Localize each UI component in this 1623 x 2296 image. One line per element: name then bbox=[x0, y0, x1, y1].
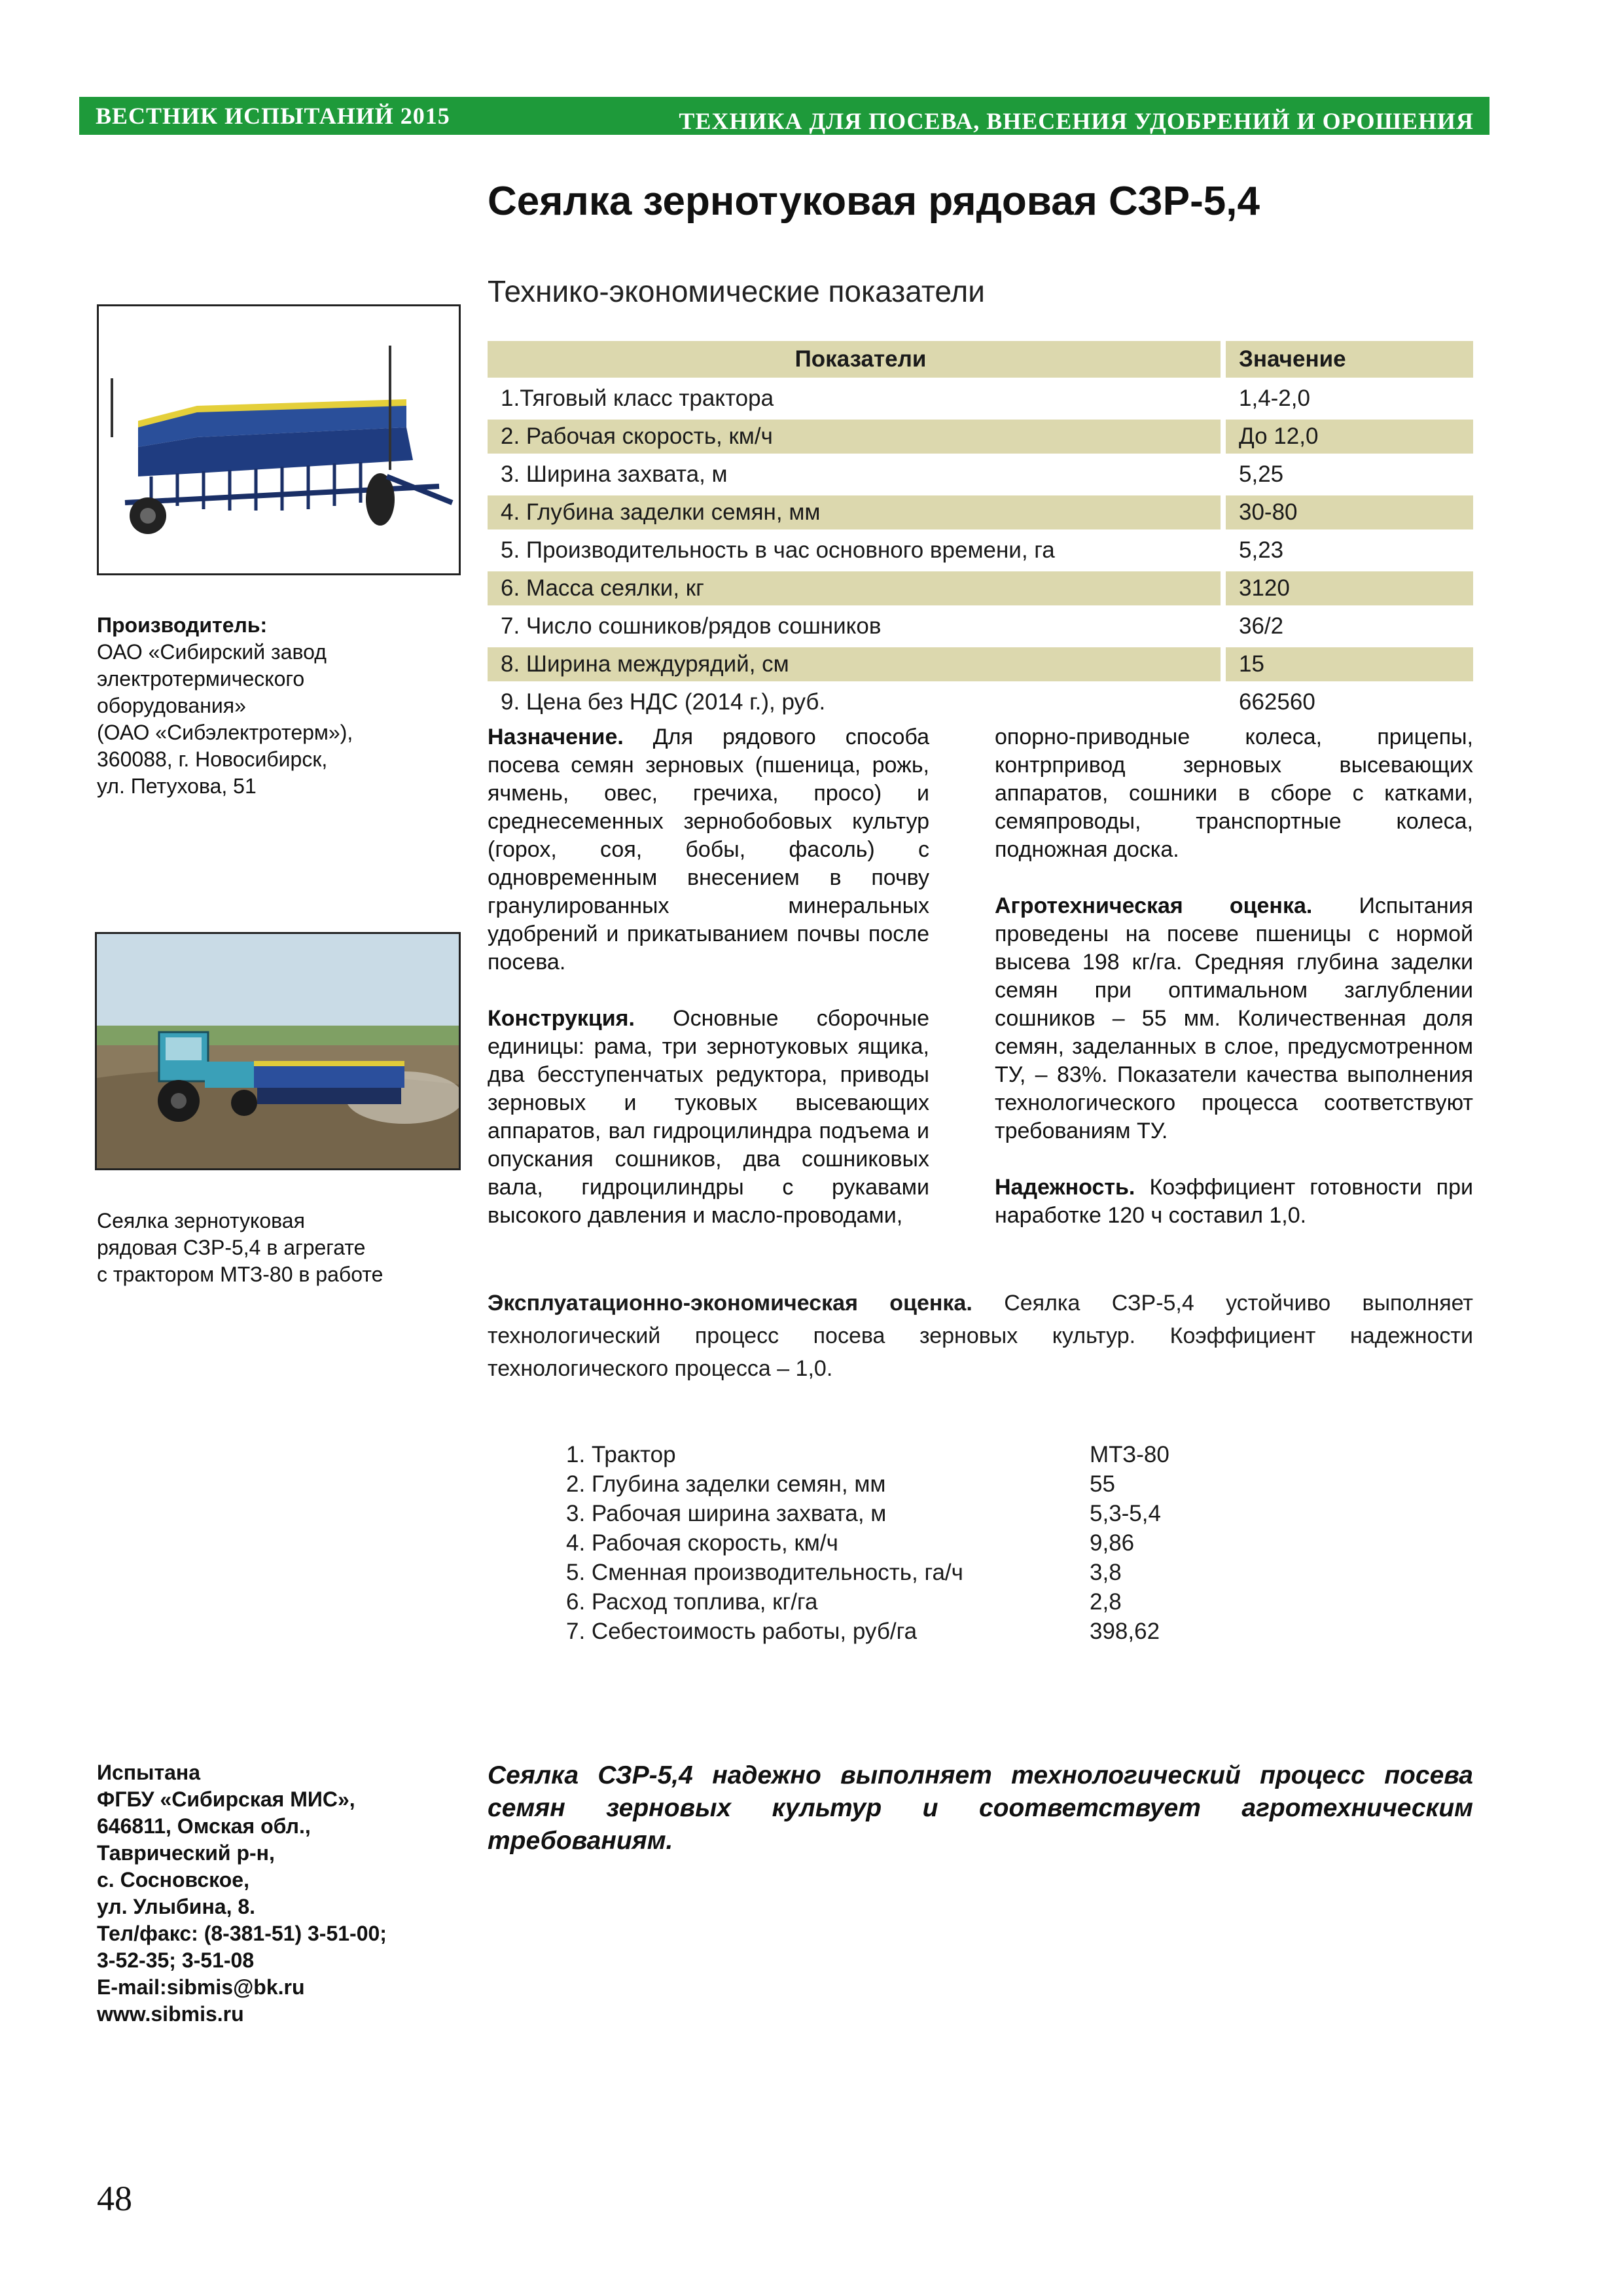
tested-line: Тел/факс: (8-381-51) 3-51-00; bbox=[97, 1922, 387, 1945]
result-value: МТЗ-80 bbox=[1090, 1442, 1169, 1467]
caption-line: Сеялка зернотуковая bbox=[97, 1209, 305, 1232]
table-row bbox=[488, 609, 1473, 643]
row-name: 6. Масса сеялки, кг bbox=[488, 571, 1221, 605]
construction-text: Основные сборочные единицы: рама, три зернотуковых ящика, два бесступенчатых редуктора, приводы зерновых и туковых высевающих аппаратов, вал гидроцилиндра подъема и опускания сошников, два сошниковых вала, гидроцилиндры с рукавами высокого давления и масло-проводами, bbox=[488, 1006, 929, 1228]
list-item bbox=[566, 1440, 1169, 1469]
tested-line: Испытана bbox=[97, 1761, 201, 1784]
exploitation-paragraph bbox=[488, 1287, 1473, 1385]
col-header-value: Значение bbox=[1226, 341, 1473, 378]
manufacturer-line: 360088, г. Новосибирск, bbox=[97, 747, 328, 771]
table-row bbox=[488, 533, 1473, 567]
tested-line: 3-52-35; 3-51-08 bbox=[97, 1948, 255, 1972]
row-name: 9. Цена без НДС (2014 г.), руб. bbox=[501, 689, 826, 715]
tested-line: ул. Улыбина, 8. bbox=[97, 1895, 256, 1918]
row-name: 8. Ширина междурядий, см bbox=[488, 647, 1221, 681]
row-name: 2. Рабочая скорость, км/ч bbox=[488, 420, 1221, 454]
row-name: 1.Тяговый класс трактора bbox=[501, 386, 774, 411]
result-name: 6. Расход топлива, кг/га bbox=[566, 1589, 818, 1615]
page-number: 48 bbox=[97, 2179, 132, 2218]
agro-text: Испытания проведены на посеве пшеницы с нормой высева 198 кг/га. Средняя глубина заделки семян при оптимальном заглублении сошников – 55 мм. Количественная доля семян, заделанных в слое, предусмотренном ТУ, – 83%. Показатели качества выполнения технологического процесса соответствуют требованиям ТУ. bbox=[995, 893, 1474, 1143]
table-row bbox=[488, 647, 1473, 681]
table-subtitle: Технико-экономические показатели bbox=[488, 274, 985, 308]
manufacturer-line: электротермического bbox=[97, 667, 305, 691]
row-value: 3120 bbox=[1226, 571, 1473, 605]
row-value: 15 bbox=[1226, 647, 1473, 681]
list-item bbox=[566, 1469, 1169, 1499]
construction-paragraph bbox=[488, 1005, 929, 1230]
list-item bbox=[566, 1587, 1169, 1617]
row-value: 662560 bbox=[1239, 689, 1315, 715]
tested-website: www.sibmis.ru bbox=[97, 2002, 244, 2026]
row-value: 1,4-2,0 bbox=[1239, 386, 1310, 411]
reliability-label: Надежность. bbox=[995, 1175, 1135, 1200]
row-name: 3. Ширина захвата, м bbox=[501, 461, 728, 487]
caption-line: с трактором МТЗ-80 в работе bbox=[97, 1263, 383, 1286]
result-value: 9,86 bbox=[1090, 1530, 1135, 1556]
table-row bbox=[488, 420, 1473, 454]
agro-label: Агротехническая оценка. bbox=[995, 893, 1313, 918]
table-row bbox=[488, 382, 1473, 416]
table-row bbox=[488, 571, 1473, 605]
tested-by-block bbox=[97, 1759, 387, 2028]
tractor-illustration bbox=[97, 934, 459, 1168]
manufacturer-label: Производитель: bbox=[97, 613, 268, 637]
tested-line: с. Сосновское, bbox=[97, 1868, 249, 1892]
list-item bbox=[566, 1499, 1169, 1528]
row-value: До 12,0 bbox=[1226, 420, 1473, 454]
table-row bbox=[488, 685, 1473, 719]
table-row bbox=[488, 457, 1473, 492]
conclusion: Сеялка СЗР-5,4 надежно выполняет технологический процесс посева семян зерновых культур и соответствует агротехническим требованиям. bbox=[488, 1761, 1473, 1855]
result-name: 4. Рабочая скорость, км/ч bbox=[566, 1530, 838, 1556]
seeder-photo bbox=[97, 304, 461, 575]
reliability-text: Коэффициент готовности при наработке 120 ч составил 1,0. bbox=[995, 1175, 1473, 1228]
col-header-indicators: Показатели bbox=[488, 341, 1221, 378]
specs-table bbox=[488, 337, 1473, 723]
result-name: 2. Глубина заделки семян, мм bbox=[566, 1471, 886, 1497]
results-list bbox=[566, 1440, 1169, 1646]
seeder-illustration bbox=[99, 306, 459, 573]
manufacturer-line: (ОАО «Сибэлектротерм»), bbox=[97, 721, 353, 744]
manufacturer-block bbox=[97, 612, 353, 800]
construction-label: Конструкция. bbox=[488, 1006, 635, 1031]
page-title: Сеялка зернотуковая рядовая СЗР-5,4 bbox=[488, 179, 1260, 224]
row-value: 5,23 bbox=[1239, 537, 1284, 563]
row-name: 4. Глубина заделки семян, мм bbox=[488, 495, 1221, 529]
exploitation-text: Сеялка СЗР-5,4 устойчиво выполняет технологический процесс посева зерновых культур. Коэффициент надежности технологического процесса – 1,0. bbox=[488, 1291, 1474, 1381]
purpose-label: Назначение. bbox=[488, 725, 624, 749]
result-name: 7. Себестоимость работы, руб/га bbox=[566, 1619, 918, 1644]
reliability-paragraph bbox=[995, 1174, 1473, 1230]
result-name: 5. Сменная производительность, га/ч bbox=[566, 1560, 963, 1585]
list-item bbox=[566, 1528, 1169, 1558]
list-item bbox=[566, 1617, 1169, 1646]
tractor-photo bbox=[95, 932, 461, 1170]
manufacturer-line: ул. Петухова, 51 bbox=[97, 774, 257, 798]
construction-continued: опорно-приводные колеса, прицепы, контрпривод зерновых высевающих аппаратов, сошники в сборе с катками, семяпроводы, транспортные колеса, подножная доска. bbox=[995, 725, 1473, 862]
purpose-paragraph bbox=[488, 723, 929, 977]
journal-title: ВЕСТНИК ИСПЫТАНИЙ 2015 bbox=[96, 103, 450, 129]
tested-line: 646811, Омская обл., bbox=[97, 1814, 311, 1838]
row-value: 36/2 bbox=[1239, 613, 1284, 639]
column-left bbox=[488, 723, 929, 1258]
result-value: 398,62 bbox=[1090, 1619, 1160, 1644]
row-value: 30-80 bbox=[1226, 495, 1473, 529]
result-value: 55 bbox=[1090, 1471, 1115, 1497]
purpose-text: Для рядового способа посева семян зерновых (пшеница, рожь, ячмень, овес, гречиха, просо) и среднесеменных зернобобовых культур (горох, соя, бобы, фасоль) с одновременным внесением в почву гранулированных минеральных удобрений и прикатыванием почвы после посева. bbox=[488, 725, 929, 975]
section-title: ТЕХНИКА ДЛЯ ПОСЕВА, ВНЕСЕНИЯ УДОБРЕНИЙ И ОРОШЕНИЯ bbox=[679, 108, 1474, 134]
result-name: 3. Рабочая ширина захвата, м bbox=[566, 1501, 887, 1526]
photo-caption bbox=[97, 1208, 383, 1288]
manufacturer-line: оборудования» bbox=[97, 694, 246, 717]
tested-email: E-mail:sibmis@bk.ru bbox=[97, 1975, 305, 1999]
result-name: 1. Трактор bbox=[566, 1442, 676, 1467]
table-row bbox=[488, 495, 1473, 529]
tested-line: ФГБУ «Сибирская МИС», bbox=[97, 1787, 355, 1811]
caption-line: рядовая СЗР-5,4 в агрегате bbox=[97, 1236, 366, 1259]
list-item bbox=[566, 1558, 1169, 1587]
result-value: 2,8 bbox=[1090, 1589, 1122, 1615]
row-name: 5. Производительность в час основного времени, га bbox=[501, 537, 1055, 563]
result-value: 3,8 bbox=[1090, 1560, 1122, 1585]
agro-paragraph bbox=[995, 892, 1473, 1145]
result-value: 5,3-5,4 bbox=[1090, 1501, 1161, 1526]
tested-line: Таврический р-н, bbox=[97, 1841, 275, 1865]
exploitation-label: Эксплуатационно-экономическая оценка. bbox=[488, 1291, 972, 1316]
manufacturer-line: ОАО «Сибирский завод bbox=[97, 640, 327, 664]
row-name: 7. Число сошников/рядов сошников bbox=[501, 613, 882, 639]
column-right bbox=[995, 723, 1473, 1258]
row-value: 5,25 bbox=[1239, 461, 1284, 487]
